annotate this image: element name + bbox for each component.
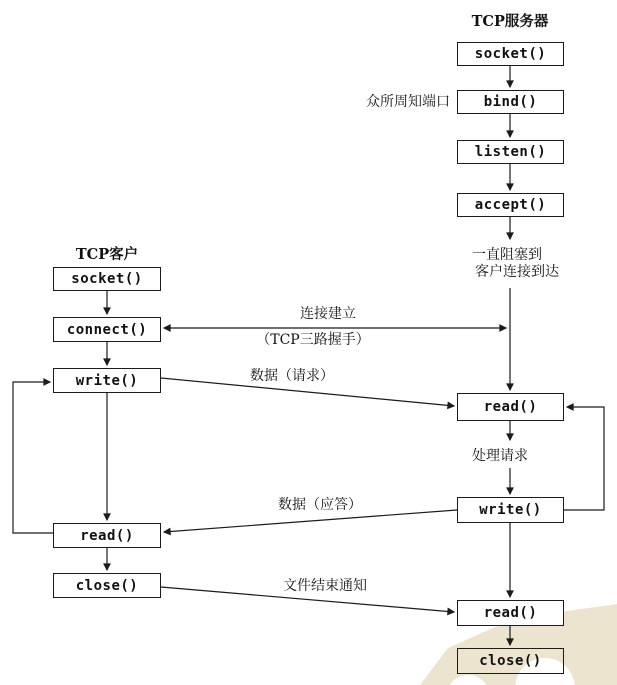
block-until-label-line2: 客户连接到达 — [475, 264, 559, 280]
server-listen-box: listen() — [457, 140, 564, 164]
data-reply-label: 数据（应答） — [278, 497, 362, 513]
client-read-box: read() — [53, 523, 161, 548]
connection-established-label-line2: （TCP三路握手） — [256, 332, 370, 348]
connection-established-label-line1: 连接建立 — [300, 306, 356, 322]
arrow-client-loop — [13, 382, 53, 533]
server-title: TCP服务器 — [471, 13, 549, 30]
server-accept-box: accept() — [457, 193, 564, 217]
eof-notice-label: 文件结束通知 — [283, 578, 367, 594]
server-bind-box: bind() — [457, 90, 564, 114]
data-request-label: 数据（请求） — [250, 368, 334, 384]
server-read2-box: read() — [457, 600, 564, 626]
client-title: TCP客户 — [75, 246, 139, 263]
server-write-box: write() — [457, 497, 564, 523]
process-request-label: 处理请求 — [472, 448, 528, 464]
well-known-port-label: 众所周知端口 — [366, 94, 450, 110]
client-write-box: write() — [53, 368, 161, 393]
arrow-server-loop — [564, 407, 604, 510]
server-close-box: close() — [457, 648, 564, 674]
server-socket-box: socket() — [457, 42, 564, 66]
client-close-box: close() — [53, 573, 161, 598]
client-socket-box: socket() — [53, 267, 161, 291]
client-connect-box: connect() — [53, 317, 161, 342]
block-until-label-line1: 一直阻塞到 — [472, 247, 542, 263]
server-read1-box: read() — [457, 393, 564, 421]
